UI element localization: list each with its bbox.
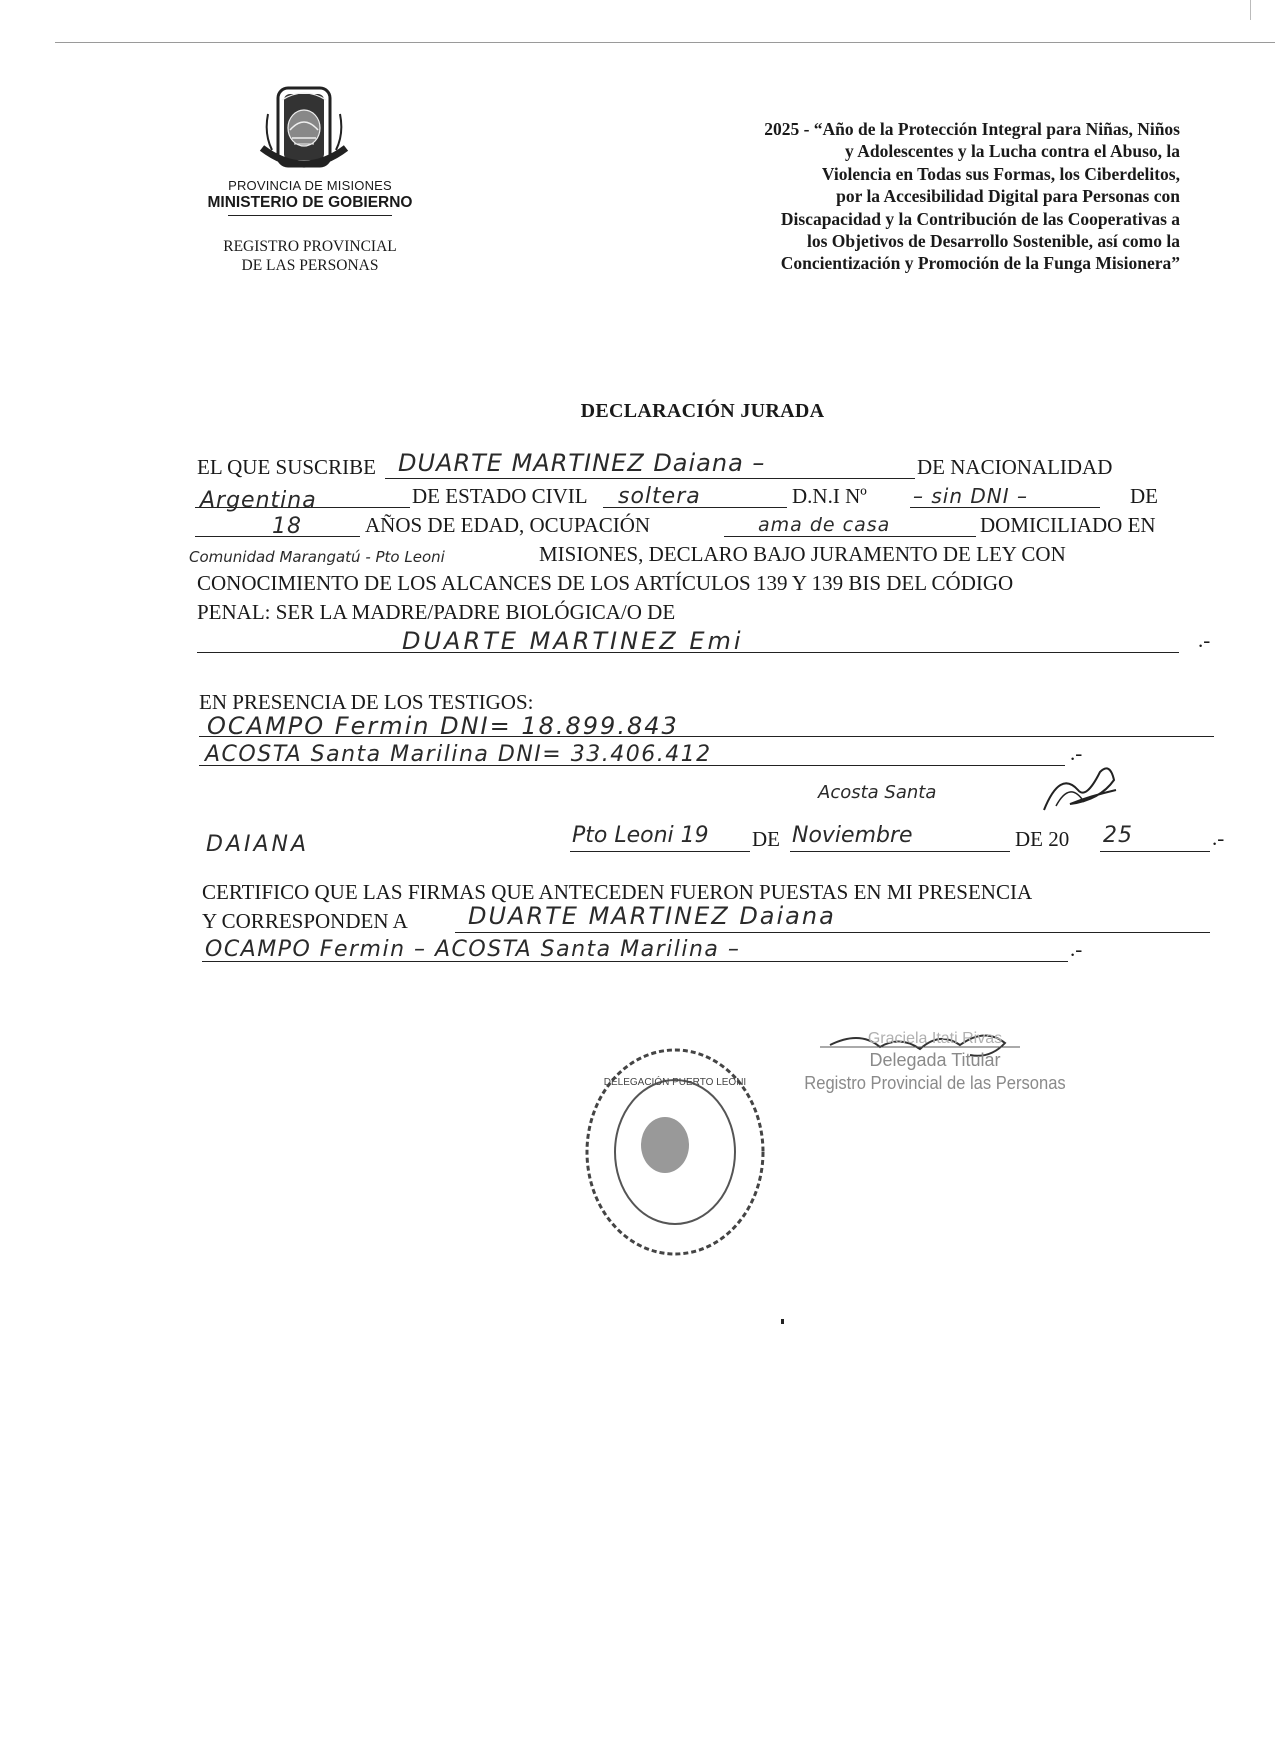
official-role: Delegada Titular (869, 1050, 1001, 1070)
place-underline (570, 851, 750, 852)
certification-text: CERTIFICO QUE LAS FIRMAS QUE ANTECEDEN FUERON PUESTAS EN MI PRESENCIA (202, 880, 1033, 904)
scan-edge-mark (1250, 0, 1251, 20)
scan-edge-line (55, 42, 1275, 43)
label-de: DE (1130, 484, 1158, 508)
certified-witnesses-handwritten: OCAMPO Fermin – ACOSTA Santa Marilina – (205, 937, 741, 962)
biological-parent-text: PENAL: SER LA MADRE/PADRE BIOLÓGICA/O DE (197, 600, 676, 624)
document-title: DECLARACIÓN JURADA (580, 400, 825, 422)
label-de-year: DE 20 (1015, 827, 1070, 851)
scan-speck (781, 1319, 784, 1324)
witness2-handwritten: ACOSTA Santa Marilina DNI= 33.406.412 (205, 742, 712, 767)
label-domiciliado: DOMICILIADO EN (980, 513, 1156, 537)
civil-status-handwritten: soltera (618, 484, 701, 509)
motto-line: Concientización y Promoción de la Funga Misionera” (780, 253, 1180, 274)
month-handwritten: Noviembre (792, 823, 913, 848)
motto-line: Violencia en Todas sus Formas, los Ciberdelitos, (821, 163, 1180, 184)
official-registry: Registro Provincial de las Personas (804, 1073, 1066, 1093)
label-corresponden: Y CORRESPONDEN A (202, 909, 408, 933)
label-misiones-declaro: MISIONES, DECLARO BAJO JURAMENTO DE LEY CON (539, 542, 1066, 566)
place-day-handwritten: Pto Leoni 19 (572, 823, 709, 848)
dni-handwritten: – sin DNI – (913, 484, 1028, 508)
year-underline (1100, 851, 1210, 852)
label-dni: D.N.I Nº (792, 484, 867, 508)
header-province: PROVINCIA DE MISIONES (228, 178, 392, 193)
line-end-mark: .- (1070, 937, 1083, 961)
age-handwritten: 18 (272, 514, 302, 539)
declarant-name-handwritten: DUARTE MARTINEZ Daiana – (398, 449, 766, 477)
nationality-handwritten: Argentina (200, 488, 317, 513)
declarant-name-underline (385, 478, 915, 479)
occupation-underline (724, 536, 976, 537)
witness1-handwritten: OCAMPO Fermin DNI= 18.899.843 (207, 712, 679, 740)
official-name: Graciela Itati Rivas (867, 1030, 1003, 1047)
certified-name-handwritten: DUARTE MARTINEZ Daiana (468, 902, 836, 930)
line-end-mark: .- (1212, 826, 1225, 850)
year-handwritten: 25 (1103, 823, 1133, 848)
child-name-handwritten: DUARTE MARTINEZ Emi (402, 627, 744, 655)
certified-name-underline (455, 932, 1210, 933)
label-de-month: DE (752, 827, 780, 851)
month-underline (790, 851, 1010, 852)
header-divider (228, 215, 392, 216)
legal-articles-text: CONOCIMIENTO DE LOS ALCANCES DE LOS ARTÍCULOS 139 Y 139 BIS DEL CÓDIGO (197, 571, 1014, 595)
line-end-mark: .- (1198, 628, 1211, 652)
declarant-signature: DAIANA (206, 832, 310, 857)
motto-line: los Objetivos de Desarrollo Sostenible, así como la (807, 231, 1180, 252)
official-signature-block (780, 1030, 1090, 1094)
province-seal-logo (258, 84, 350, 174)
label-nacionalidad: DE NACIONALIDAD (917, 455, 1113, 479)
witness-signature-scribble (1040, 760, 1120, 816)
address-handwritten: Comunidad Marangatú - Pto Leoni (189, 548, 445, 566)
header-ministry: MINISTERIO DE GOBIERNO (207, 194, 413, 211)
motto-line: y Adolescentes y la Lucha contra el Abuso, la (845, 141, 1180, 162)
label-edad-ocupacion: AÑOS DE EDAD, OCUPACIÓN (365, 513, 651, 537)
official-year-motto (540, 118, 1180, 275)
witnesses-label: EN PRESENCIA DE LOS TESTIGOS: (199, 690, 534, 714)
line-end-mark: .- (1070, 741, 1083, 765)
motto-line: Discapacidad y la Contribución de las Cooperativas a (780, 208, 1180, 229)
motto-line: 2025 - “Año de la Protección Integral para Niñas, Niños (764, 119, 1180, 139)
occupation-handwritten: ama de casa (758, 514, 891, 536)
header-registry-line1: REGISTRO PROVINCIAL (223, 238, 397, 255)
official-round-stamp (580, 1045, 770, 1260)
witness2-signature: Acosta Santa (818, 782, 937, 803)
label-estado-civil: DE ESTADO CIVIL (412, 484, 588, 508)
stamp-text: DELEGACIÓN PUERTO LEONI (603, 1077, 747, 1088)
motto-line: por la Accesibilidad Digital para Personas con (836, 186, 1180, 207)
label-el-que-suscribe: EL QUE SUSCRIBE (197, 455, 376, 479)
header-registry-line2: DE LAS PERSONAS (241, 257, 379, 274)
